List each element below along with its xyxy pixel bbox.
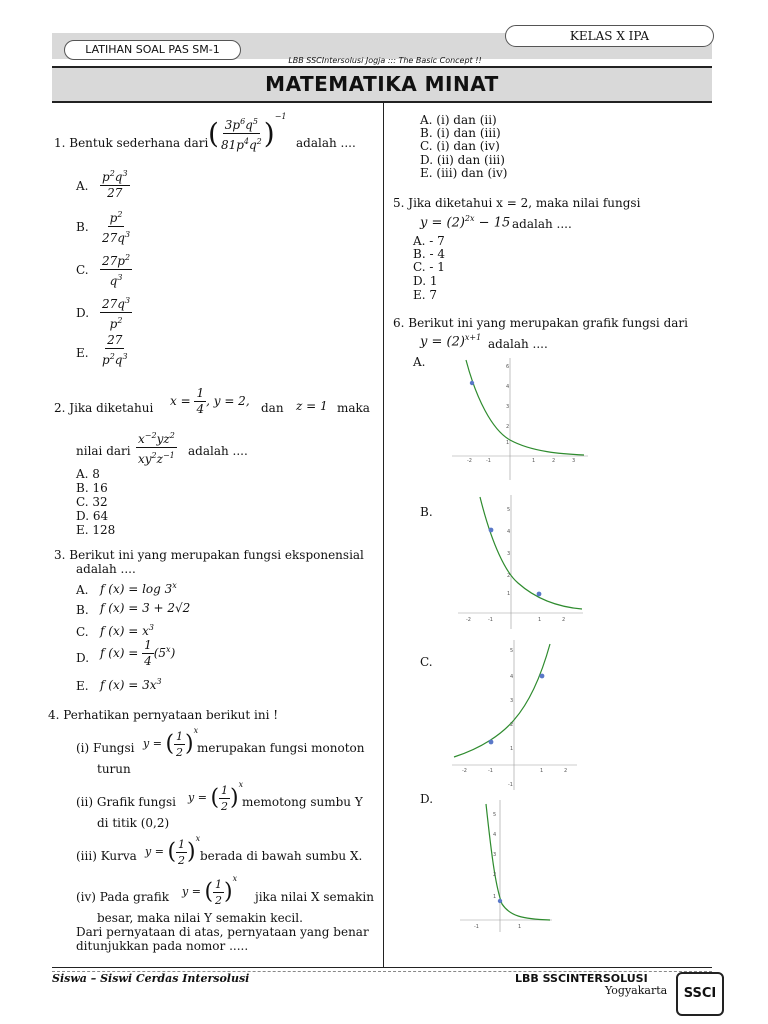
svg-text:-1: -1 [486,458,491,464]
q4-s2b: memotong sumbu Y [242,795,363,809]
tagline: LBB SSCIntersolusi Jogja ::: The Basic Concept !! [288,56,482,65]
q1-option-e: E. [76,346,89,360]
q3-option-c-expr: f $(x) = x^3$ [100,623,154,638]
svg-text:4: 4 [493,832,497,838]
q4-s2a: (ii) Grafik fungsi [76,795,176,809]
q4-intro: 4. Perhatikan pernyataan berikut ini ! [48,708,279,722]
svg-text:2: 2 [507,573,511,579]
svg-text:4: 4 [510,674,514,680]
svg-text:3: 3 [507,551,511,557]
q4-s4a: (iv) Pada grafik [76,890,169,904]
svg-text:2: 2 [506,424,510,430]
q1-option-d-expr: $\frac{27q^3}{p^2}$ [100,293,132,332]
q4-s4c: besar, maka nilai Y semakin kecil. [97,911,303,925]
q4-question-1: Dari pernyataan di atas, pernyataan yang benar [76,925,369,939]
q6-graph-a [452,358,588,480]
footer-city: Yogyakarta [605,984,668,997]
q6-suffix: adalah .... [488,337,548,351]
svg-text:1: 1 [510,746,514,752]
svg-text:2: 2 [552,458,556,464]
svg-text:3: 3 [572,458,576,464]
q1-option-c-expr: $\frac{27p^2}{q^3}$ [100,250,132,289]
ssci-logo: SSCI [676,972,724,1016]
q1-option-a: A. [76,179,89,193]
q6-expression: $y = (2)^{x+1}$ [420,333,482,350]
page-title: MATEMATIKA MINAT [52,66,712,103]
svg-text:2: 2 [510,722,514,728]
q6-graph-c [452,640,577,790]
q1-option-e-expr: $\frac{27}{p^2q^3}$ [102,333,128,367]
exam-label: LATIHAN SOAL PAS SM-1 [64,40,241,60]
q3-option-a: A. [76,583,89,597]
svg-text:1: 1 [538,617,542,623]
q3-line1: 3. Berikut ini yang merupakan fungsi eksponensial [54,548,364,562]
q4-s2-expr: y = ( $\frac{1}{2}$ )$^x$ [188,780,244,813]
q5-text: 5. Jika diketahui x = 2, maka nilai fungsi [393,196,641,210]
q6-graph-b [458,495,583,629]
q4-question-2: ditunjukkan pada nomor ..... [76,939,249,953]
q3-option-e: E. [76,679,89,693]
q4-s1-expr: y = ( $\frac{1}{2}$ )$^x$ [143,726,199,759]
svg-text:1: 1 [518,924,522,930]
q4-option-e: E. (iii) dan (iv) [420,166,508,180]
footer-line [52,967,712,968]
q4-s3b: berada di bawah sumbu X. [200,849,363,863]
q4-s2c: di titik (0,2) [97,816,170,830]
svg-text:-2: -2 [466,617,471,623]
q2-x-value: x = $\frac{1}{4}$ , y = 2, [170,386,250,416]
q3-option-d: D. [76,651,90,665]
svg-text:1: 1 [540,768,544,774]
q1-expression: ( $\frac{3p^6q^5}{81p^4q^2}$ )$^{-1}$ [208,112,287,152]
q4-option-b: B. (i) dan (iii) [420,126,501,140]
q2-text: 2. Jika diketahui [54,401,154,415]
q3-option-a-expr: f (x) = log 3$^x$ [100,581,177,596]
svg-text:-1: -1 [474,924,479,930]
svg-text:1: 1 [493,894,497,900]
q2-suffix: adalah .... [188,444,248,458]
svg-text:-1: -1 [488,617,493,623]
footer-slogan: Siswa – Siswi Cerdas Intersolusi [52,972,250,985]
q5-option-b: B. - 4 [413,247,445,261]
svg-text:5: 5 [507,507,511,513]
q1-option-c: C. [76,263,89,277]
svg-text:2: 2 [493,872,497,878]
q6-text: 6. Berikut ini yang merupakan grafik fungsi dari [393,316,688,330]
q2-expression: $\frac{x^{-2}yz^2}{xy^2z^{-1}}$ [136,428,177,467]
q4-option-d: D. (ii) dan (iii) [420,153,505,167]
svg-text:4: 4 [506,384,510,390]
svg-text:3: 3 [510,698,514,704]
q4-s3a: (iii) Kurva [76,849,137,863]
q5-expression: $y = (2)^{2x} - 15$ [420,214,511,231]
q3-option-d-expr: f (x) = $\frac{1}{4}$ (5$^x$) [100,638,176,668]
column-divider [383,101,384,967]
q2-option-d: D. 64 [76,509,109,523]
q4-s1c: turun [97,762,131,776]
q2-option-a: A. 8 [76,467,100,481]
q5-option-e: E. 7 [413,288,438,302]
q1-text: 1. Bentuk sederhana dari [54,136,209,150]
svg-text:5: 5 [510,648,514,654]
q1-option-a-expr: $\frac{p^2q^3}{27}$ [100,166,130,201]
q4-s3-expr: y = ( $\frac{1}{2}$ )$^x$ [145,834,201,867]
svg-text:4: 4 [507,529,511,535]
svg-text:2: 2 [564,768,568,774]
q1-option-d: D. [76,306,90,320]
class-label: KELAS X IPA [505,25,714,47]
q5-option-d: D. 1 [413,274,438,288]
q4-option-a: A. (i) dan (ii) [420,113,497,127]
q2-option-b: B. 16 [76,481,108,495]
q5-option-c: C. - 1 [413,260,445,274]
q6-graph-d [460,800,552,932]
q2-option-e: E. 128 [76,523,116,537]
svg-text:-1: -1 [508,782,513,788]
q4-s4-expr: y = ( $\frac{1}{2}$ )$^x$ [182,874,238,907]
svg-text:3: 3 [493,852,497,858]
q3-option-c: C. [76,625,89,639]
svg-text:-2: -2 [467,458,472,464]
q3-option-b-expr: f (x) = 3 + 2√2 [100,601,191,615]
svg-text:3: 3 [506,404,510,410]
q6-label-d: D. [420,792,434,806]
svg-text:1: 1 [507,591,511,597]
q4-s4b: jika nilai X semakin [255,890,374,904]
q6-label-c: C. [420,655,433,669]
q2-maka: maka [337,401,370,415]
q2-dan: dan [261,401,284,415]
q2-option-c: C. 32 [76,495,108,509]
svg-text:1: 1 [506,440,510,446]
q2-z-value: z = 1 [296,399,328,413]
svg-text:5: 5 [493,812,497,818]
q6-label-a: A. [413,355,426,369]
svg-text:2: 2 [562,617,566,623]
q1-option-b-expr: $\frac{p^2}{27q^3}$ [100,207,132,246]
svg-text:1: 1 [532,458,536,464]
svg-text:-1: -1 [488,768,493,774]
q3-option-e-expr: f $(x) = 3x^3$ [100,677,162,692]
footer-brand: LBB SSCINTERSOLUSI [515,972,648,985]
q1-suffix: adalah .... [296,136,356,150]
q3-option-b: B. [76,603,89,617]
q3-line2: adalah .... [76,562,136,576]
q4-s1a: (i) Fungsi [76,741,135,755]
svg-text:6: 6 [506,364,510,370]
q4-option-c: C. (i) dan (iv) [420,139,500,153]
q6-label-b: B. [420,505,433,519]
q1-option-b: B. [76,220,89,234]
q5-option-a: A. - 7 [413,234,445,248]
q5-suffix: adalah .... [512,217,572,231]
svg-text:-2: -2 [462,768,467,774]
q4-s1b: merupakan fungsi monoton [197,741,365,755]
q2-nilai: nilai dari [76,444,131,458]
